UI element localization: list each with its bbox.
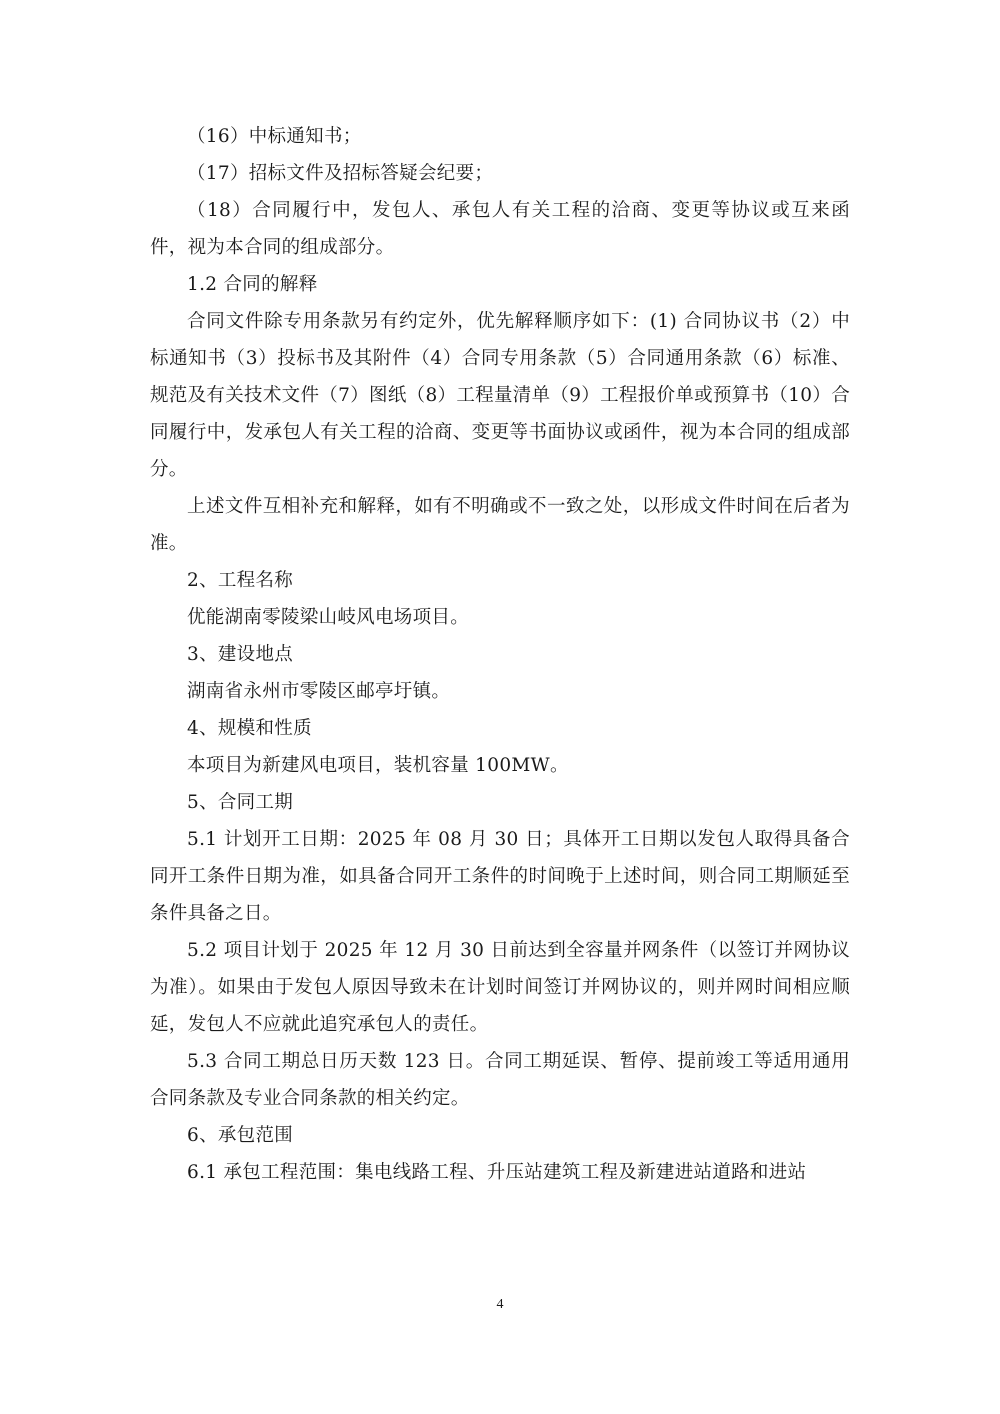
paragraph-6-1: 6.1 承包工程范围：集电线路工程、升压站建筑工程及新建进站道路和进站 xyxy=(187,1162,807,1183)
paragraph-5-3: 5.3 合同工期总日历天数 123 日。合同工期延误、暂停、提前竣工等适用通用合同条款及专业合同条款的相关约定。 xyxy=(150,1051,850,1109)
paragraph-project-name: 优能湖南零陵梁山岐风电场项目。 xyxy=(187,607,470,628)
paragraph-supplement: 上述文件互相补充和解释，如有不明确或不一致之处，以形成文件时间在后者为准。 xyxy=(150,496,850,554)
paragraph-5-2: 5.2 项目计划于 2025 年 12 月 30 日前达到全容量并网条件（以签订并网协议为准）。如果由于发包人原因导致未在计划时间签订并网协议的，则并网时间相应顺延，发包人不应就此追究承包人的责任。 xyxy=(150,940,850,1035)
section-heading-scope: 6、承包范围 xyxy=(187,1125,294,1146)
paragraph-item-17: （17）招标文件及招标答疑会纪要； xyxy=(187,163,494,184)
paragraph-5-1: 5.1 计划开工日期：2025 年 08 月 30 日；具体开工日期以发包人取得具备合同开工条件日期为准，如具备合同开工条件的时间晚于上述时间，则合同工期顺延至条件具备之日。 xyxy=(150,829,850,924)
paragraph-scale: 本项目为新建风电项目，装机容量 100MW。 xyxy=(187,755,569,776)
paragraph-location: 湖南省永州市零陵区邮亭圩镇。 xyxy=(187,681,451,702)
page-number: 4 xyxy=(496,1297,504,1312)
paragraph-interpretation-order: 合同文件除专用条款另有约定外，优先解释顺序如下：(1) 合同协议书（2）中标通知书（3）投标书及其附件（4）合同专用条款（5）合同通用条款（6）标准、规范及有关技术文件（7）图纸（8）工程量清单（9）工程报价单或预算书（10）合同履行中，发承包人有关工程的洽商、变更等书面协议或函件，视为本合同的组成部分。 xyxy=(150,311,850,480)
section-heading-duration: 5、合同工期 xyxy=(187,792,294,813)
section-heading-1-2: 1.2 合同的解释 xyxy=(187,274,318,295)
section-heading-location: 3、建设地点 xyxy=(187,644,294,665)
section-heading-project-name: 2、工程名称 xyxy=(187,570,294,591)
paragraph-item-16: （16）中标通知书； xyxy=(187,126,362,147)
section-heading-scale: 4、规模和性质 xyxy=(187,718,312,739)
document-body xyxy=(150,118,850,1191)
paragraph-item-18: （18）合同履行中，发包人、承包人有关工程的洽商、变更等协议或互来函件，视为本合同的组成部分。 xyxy=(150,200,850,258)
